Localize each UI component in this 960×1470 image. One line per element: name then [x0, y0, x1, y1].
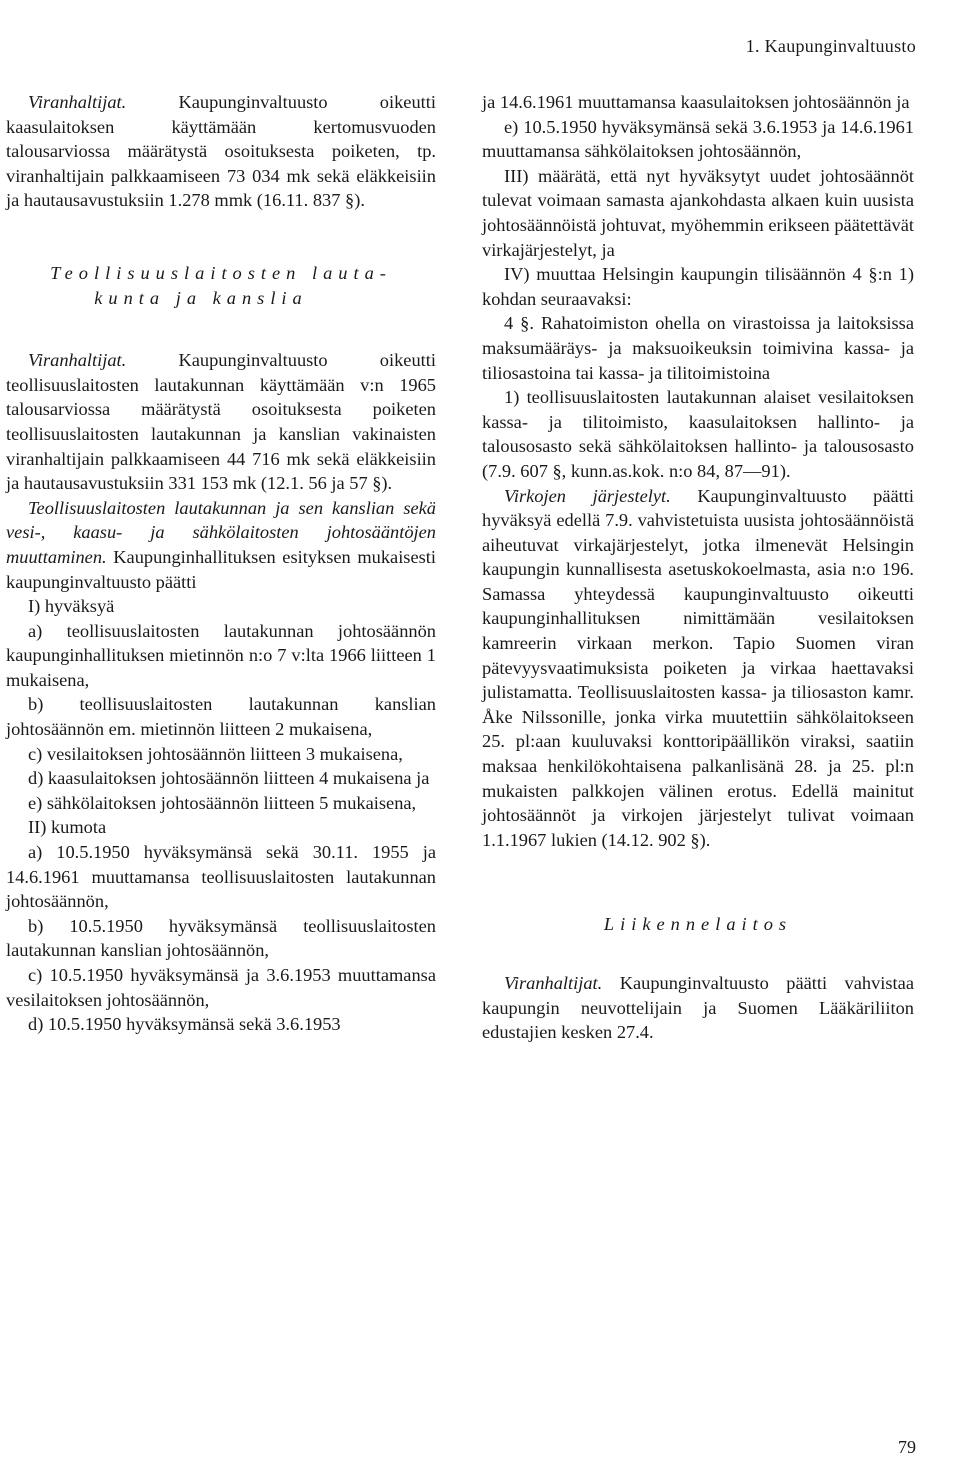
list-item: e) 10.5.1950 hyväksymänsä sekä 3.6.1953 ja 14.6.1961 muuttamansa sähkölaitoksen johtosäännön,: [482, 116, 914, 162]
paragraph-text: Kaupunginhallituksen esityksen mukaisesti kaupunginvaltuusto päätti: [6, 546, 436, 592]
section-heading: Liikennelaitos: [603, 914, 793, 935]
list-item: IV) muuttaa Helsingin kaupungin tilisäännön 4 §:n 1) kohdan seuraavaksi:: [482, 264, 914, 309]
running-head: 1. Kaupunginvaltuusto: [745, 36, 916, 56]
paragraph-label: Viranhaltijat.: [28, 350, 127, 371]
list-item: II) kumota: [28, 817, 107, 838]
section-heading-line: Teollisuuslaitosten lauta-: [50, 262, 392, 283]
paragraph: [6, 496, 436, 594]
paragraph: [6, 90, 436, 213]
left-column: [6, 90, 436, 1037]
paragraph: [482, 484, 914, 853]
list-item: e) sähkölaitoksen johtosäännön liitteen 5 mukaisena,: [28, 792, 417, 813]
paragraph-label: Viranhaltijat.: [28, 92, 127, 112]
paragraph-label: Teollisuuslaitosten lautakunnan ja sen kanslian sekä vesi-, kaasu- ja sähkölaitosten johtosääntöjen muuttaminen.: [6, 497, 436, 567]
paragraph-label: Viranhaltijat.: [504, 973, 603, 993]
paragraph-text: Kaupunginvaltuusto oikeutti kaasulaitoksen käyttämään kertomusvuoden talousarviossa määrätystä osoituksesta poiketen, tp. viranhaltijain palkkaamiseen 73 034 mk sekä eläkkeisiin ja hautausavustuksiin 1.278 mmk (16.11. 837 §).: [6, 92, 436, 211]
list-item: I) hyväksyä: [28, 596, 115, 617]
list-item: c) 10.5.1950 hyväksymänsä ja 3.6.1953 muuttamansa vesilaitoksen johtosäännön,: [6, 965, 436, 1010]
list-item: III) määrätä, että nyt hyväksytyt uudet johtosäännöt tulevat voimaan samasta ajankohdasta alkaen kuin uusista johtosäännöistä johtuvat, myöhemmin erikseen päätettävät virkajärjestelyt, ja: [482, 165, 914, 260]
list-item: c) vesilaitoksen johtosäännön liitteen 3 mukaisena,: [28, 743, 403, 764]
section-heading: [6, 261, 436, 310]
section-heading-line: kunta ja kanslia: [94, 287, 308, 308]
paragraph: [482, 971, 914, 1045]
paragraph: ja 14.6.1961 muuttamansa kaasulaitoksen johtosäännön ja: [482, 92, 910, 112]
list-item: a) 10.5.1950 hyväksymänsä sekä 30.11. 1955 ja 14.6.1961 muuttamansa teollisuuslaitosten lautakunnan johtosäännön,: [6, 842, 436, 912]
paragraph-text: Kaupunginvaltuusto päätti hyväksyä edellä 7.9. vahvistetuista uusista johtosäännöistä aiheutuvat virkajärjestelyt, jotka ilmenevät Helsingin kaupungin kunnallisesta asetuskokoelmasta, asia n:o 196. Samassa yhteydessä kaupunginvaltuusto oikeutti kaupunginhallituksen nimittämään vesilaitoksen kamreerin virkaan merkon. Tapio Suomen viran pätevyysvaatimuksista poiketen ja virkaa haettavaksi julistamatta. Teollisuuslaitosten kassa- ja tiliosaston kamr. Åke Nilssonille, jonka virka muutettiin sähkölaitokseen 25. pl:aan kuuluvaksi konttoripäällikön viraksi, saatiin maksaa henkilökohtaisena palkanlisänä 28. ja 25. pl:n mukaisten palkkojen välinen erotus. Edellä mainitut johtosäännöt ja virkojen järjestelyt tulivat voimaan 1.1.1967 lukien (14.12. 902 §).: [482, 485, 914, 850]
list-item: b) teollisuuslaitosten lautakunnan kanslian johtosäännön em. mietinnön liitteen 2 mukaisena,: [6, 694, 436, 740]
right-column: [482, 90, 914, 1045]
paragraph: 1) teollisuuslaitosten lautakunnan alaiset vesilaitoksen kassa- ja tilitoimisto, kaasulaitoksen hallinto- ja talousosasto sekä sähkölaitoksen hallinto- ja talousosasto (7.9. 607 §, kunn.as.kok. n:o 84, 87—91).: [482, 387, 914, 481]
paragraph-text: Kaupunginvaltuusto oikeutti teollisuuslaitosten lautakunnan käyttämään v:n 1965 talousarviossa määrätystä osoituksesta poiketen teollisuuslaitosten lautakunnan ja kanslian vakinaisten viranhaltijain palkkaamiseen 44 716 mk sekä eläkkeisiin ja hautausavustuksiin 331 153 mk (12.1. 56 ja 57 §).: [6, 350, 436, 494]
list-item: d) kaasulaitoksen johtosäännön liitteen 4 mukaisena ja: [28, 768, 430, 789]
paragraph: [6, 348, 436, 496]
list-item: a) teollisuuslaitosten lautakunnan johtosäännön kaupunginhallituksen mietinnön n:o 7 v:lta 1966 liitteen 1 mukaisena,: [6, 620, 436, 690]
paragraph: 4 §. Rahatoimiston ohella on virastoissa ja laitoksissa maksumääräys- ja maksuoikeuksin toimivina kassa- ja tiliosastoina tai kassa- ja tilitoimistoina: [482, 313, 914, 383]
list-item: d) 10.5.1950 hyväksymänsä sekä 3.6.1953: [28, 1014, 341, 1035]
paragraph-label: Virkojen järjestelyt.: [504, 485, 671, 506]
list-item: b) 10.5.1950 hyväksymänsä teollisuuslaitosten lautakunnan kanslian johtosäännön,: [6, 915, 436, 961]
page-number: 79: [898, 1437, 916, 1457]
paragraph-text: Kaupunginvaltuusto päätti vahvistaa kaupungin neuvottelijain ja Suomen Lääkäriliiton edustajien kesken 27.4.: [482, 973, 914, 1043]
